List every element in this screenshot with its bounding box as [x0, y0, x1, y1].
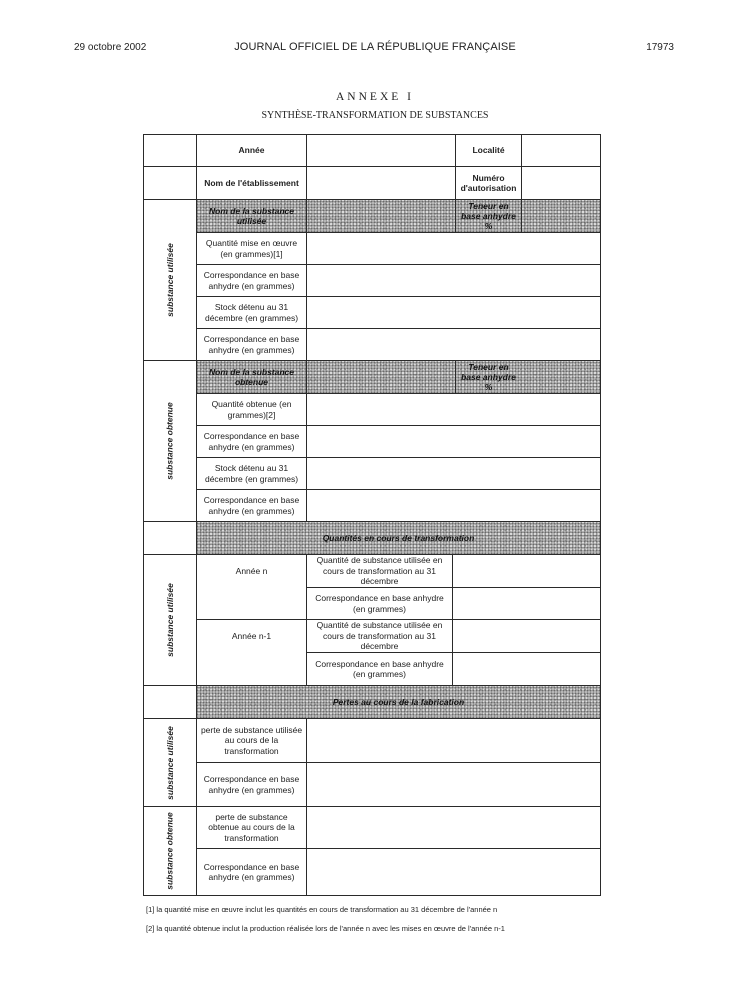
annee-label: Année: [238, 145, 265, 156]
band-teneur-utilisee: Teneur en base anhydre %: [461, 201, 516, 231]
band-name-utilisee: Nom de la substance utilisée: [208, 206, 295, 226]
side-label-pertes-utilisee: substance utilisée: [165, 725, 176, 800]
row-label: Correspondance en base anhydre (en grammes): [203, 270, 300, 291]
band-name-obtenue: Nom de la substance obtenue: [208, 367, 295, 387]
annex-title: ANNEXE I: [336, 91, 414, 103]
header-date: 29 octobre 2002: [74, 42, 147, 53]
localite-label: Localité: [472, 145, 505, 156]
page-number: 17973: [646, 42, 674, 53]
nom-etablissement-field[interactable]: [307, 167, 455, 199]
row-label: Correspondance en base anhydre (en grammes): [203, 774, 300, 795]
footnote-1: [1] la quantité mise en œuvre inclut les quantités en cours de transformation au 31 décembre de l'année n: [146, 905, 498, 914]
row-label: perte de substance obtenue au cours de la transformation: [208, 811, 295, 843]
row-label: Correspondance en base anhydre (en grammes): [203, 495, 300, 516]
numero-autorisation-label: Numéro d'autorisation: [460, 172, 517, 193]
localite-field[interactable]: [522, 135, 600, 166]
band-pertes-label: Pertes au cours de la fabrication: [332, 697, 465, 707]
row-label: Quantité de substance utilisée en cours de transformation au 31 décembre: [316, 620, 443, 652]
row-label: Correspondance en base anhydre (en grammes): [203, 334, 300, 355]
nom-etablissement-label: Nom de l'établissement: [204, 177, 299, 188]
row-label: Stock détenu au 31 décembre (en grammes): [204, 463, 299, 484]
rule: [452, 554, 453, 685]
footnote-2: [2] la quantité obtenue inclut la production réalisée lors de l'année n avec les mises en œuvre de l'année n-1: [146, 924, 505, 933]
row-label: Quantité obtenue (en grammes)[2]: [211, 399, 292, 420]
row-label: Quantité de substance utilisée en cours de transformation au 31 décembre: [316, 555, 443, 587]
side-label-substance-obtenue: substance obtenue: [165, 402, 175, 480]
row-label: perte de substance utilisée au cours de la transformation: [200, 724, 303, 756]
side-label-pertes-obtenue: substance obtenue: [165, 812, 175, 890]
annex-subtitle: SYNTHÈSE-TRANSFORMATION DE SUBSTANCES: [261, 110, 489, 121]
side-label-substance-utilisee: substance utilisée: [165, 243, 176, 317]
rule: [306, 718, 307, 896]
row-label: Correspondance en base anhydre (en grammes): [315, 593, 444, 614]
row-label: Correspondance en base anhydre (en grammes): [315, 658, 444, 679]
annee-n-label: Année n: [235, 565, 268, 576]
side-label-transformation: substance utilisée: [165, 583, 176, 657]
journal-title: JOURNAL OFFICIEL DE LA RÉPUBLIQUE FRANÇAISE: [234, 41, 516, 53]
row-label: Quantité mise en œuvre (en grammes)[1]: [205, 238, 298, 259]
rule: [143, 895, 601, 896]
annee-n1-label: Année n-1: [231, 630, 272, 641]
row-label: Stock détenu au 31 décembre (en grammes): [204, 302, 299, 323]
rule: [600, 134, 601, 896]
row-label: Correspondance en base anhydre (en grammes): [203, 861, 300, 882]
band-teneur-obtenue: Teneur en base anhydre %: [461, 362, 516, 392]
band-transformation-label: Quantités en cours de transformation: [322, 533, 475, 543]
row-label: Correspondance en base anhydre (en grammes): [203, 431, 300, 452]
annee-field[interactable]: [307, 135, 455, 166]
numero-autorisation-field[interactable]: [522, 167, 600, 199]
